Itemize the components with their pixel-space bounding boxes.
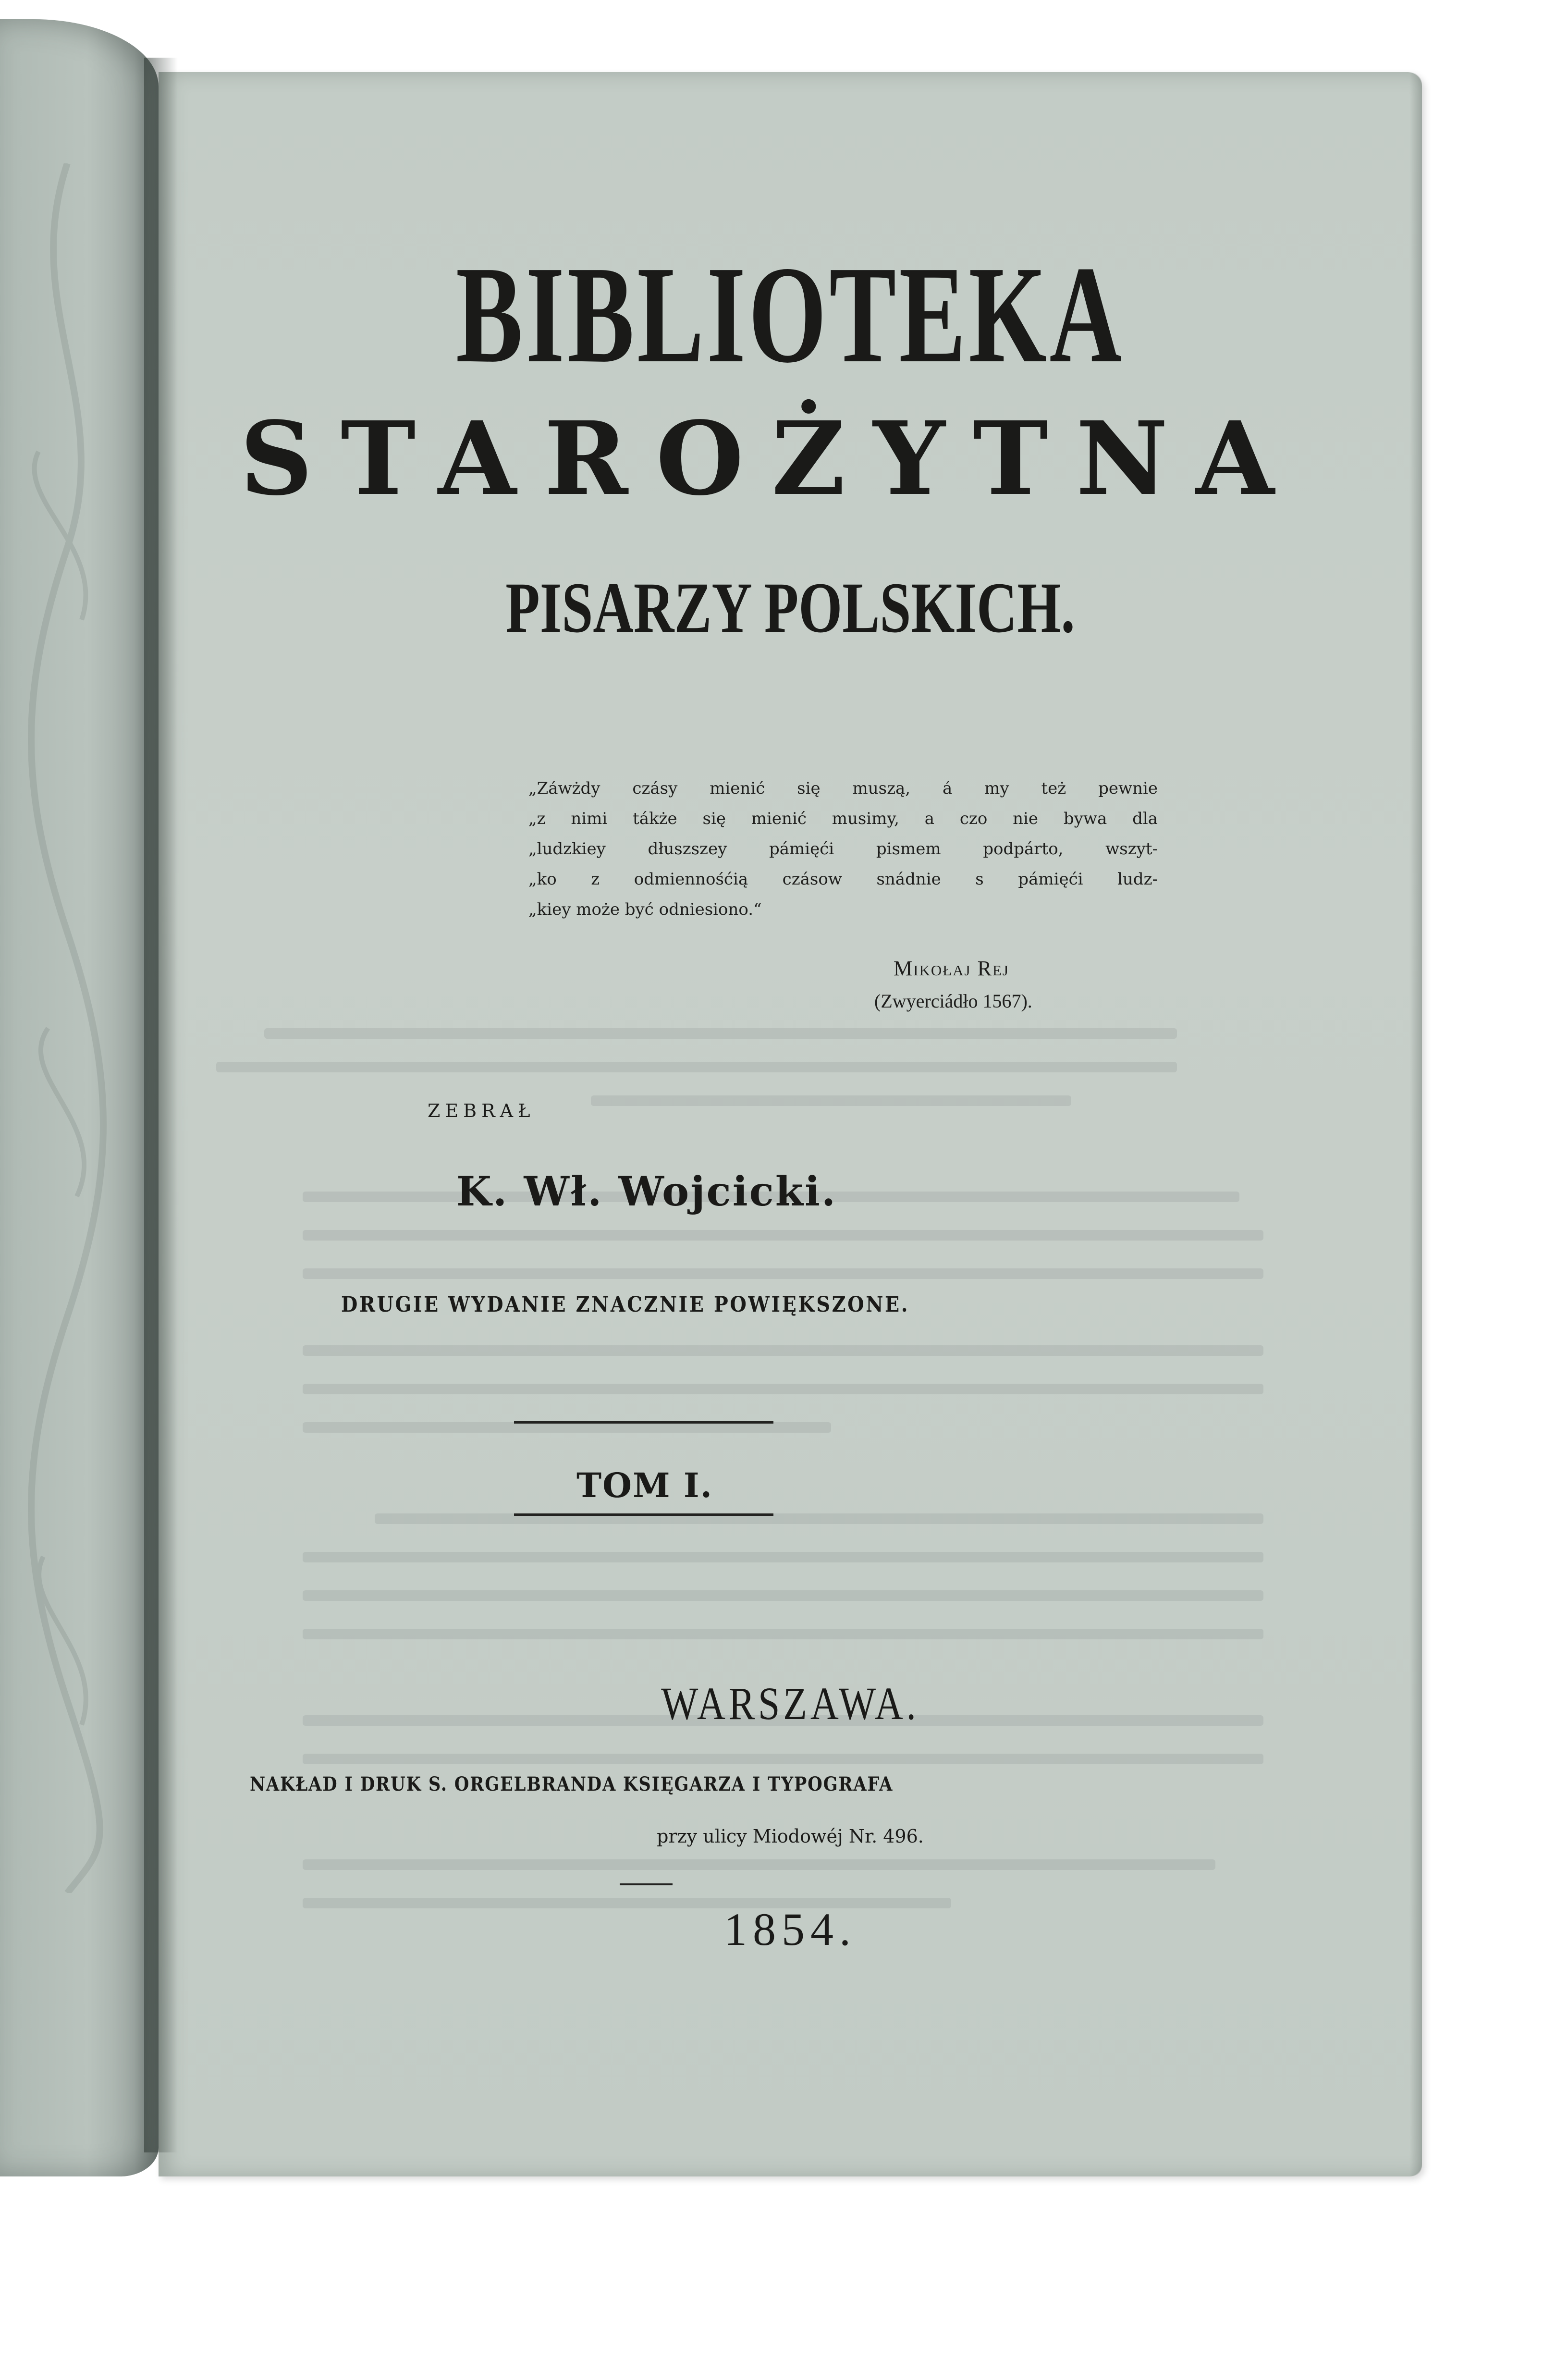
volume-rule-top: [514, 1421, 773, 1424]
title-line-2: STAROŻYTNA: [240, 399, 1302, 518]
year-rule: [620, 1883, 673, 1885]
title-line-3: PISARZY POLSKICH.: [505, 568, 1075, 648]
epigraph-line: „ludzkiey dłuszszey pámięći pismem podpárto, wszyt-: [528, 839, 1158, 859]
publisher-address: przy ulicy Miodowéj Nr. 496.: [657, 1826, 924, 1847]
epigraph-line: „z nimi tákże się mienić musimy, a czo nie bywa dla: [528, 809, 1158, 828]
ornament-decoration: [10, 163, 125, 1893]
title-page: [159, 72, 1422, 2176]
page-edge: [1409, 72, 1422, 2176]
publication-city: WARSZAWA.: [661, 1678, 919, 1729]
volume-rule-bottom: [514, 1513, 773, 1516]
epigraph-source: (Zwyerciádło 1567).: [874, 990, 1032, 1012]
epigraph: [528, 774, 1158, 925]
volume-number: TOM I.: [576, 1465, 713, 1505]
publisher-line: NAKŁAD I DRUK S. ORGELBRANDA KSIĘGARZA I TYPOGRAFA: [250, 1773, 894, 1795]
epigraph-line: „ko z odmiennośćią czásow snádnie s pámięći ludz-: [528, 870, 1158, 889]
edition-note: DRUGIE WYDANIE ZNACZNIE POWIĘKSZONE.: [341, 1292, 910, 1317]
title-line-1: BIBLIOTEKA: [455, 237, 1125, 392]
epigraph-line: „kiey może być odniesiono.“: [528, 900, 762, 919]
collected-by-label: ZEBRAŁ: [428, 1100, 535, 1121]
left-page: [0, 19, 159, 2176]
epigraph-author: Mikołaj Rej: [894, 957, 1009, 980]
publication-year: 1854.: [724, 1904, 857, 1955]
epigraph-line: „Záwżdy czásy mienić się muszą, á my też pewnie: [528, 779, 1158, 798]
book-gutter: [144, 58, 178, 2152]
author-name: K. Wł. Wojcicki.: [456, 1168, 837, 1215]
